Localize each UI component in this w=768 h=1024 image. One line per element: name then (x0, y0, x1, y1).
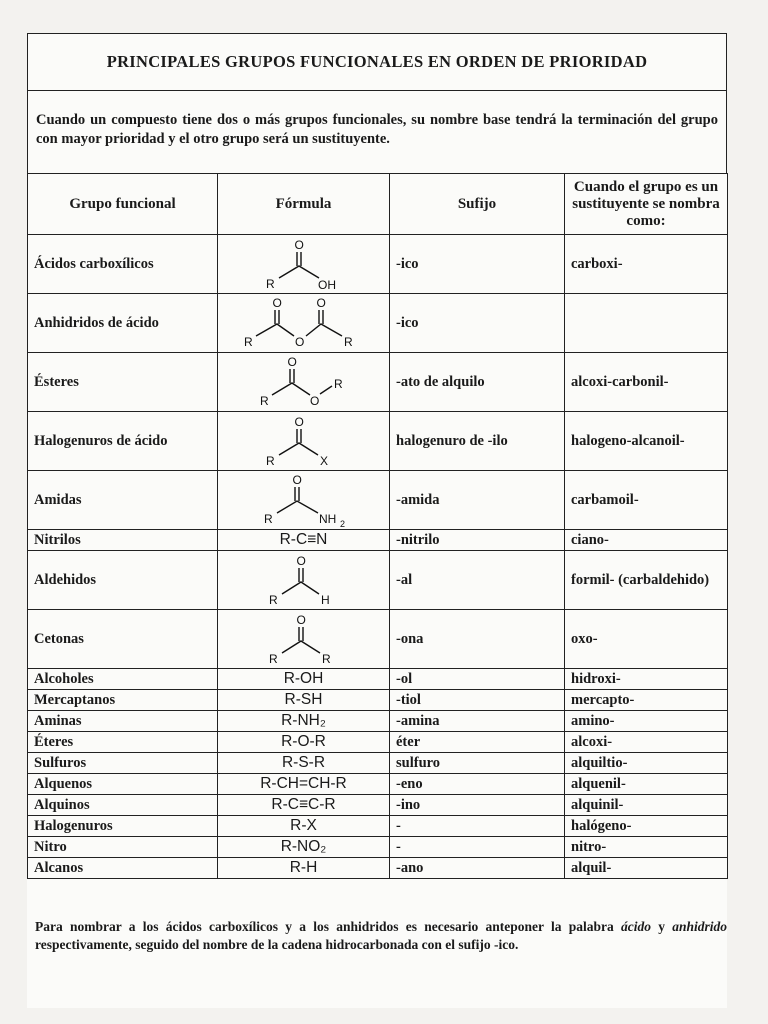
table-row (28, 858, 728, 879)
table-row (28, 353, 728, 412)
substituent-cell (565, 294, 728, 353)
svg-text:2: 2 (339, 519, 345, 529)
suffix-cell: -amida (390, 471, 565, 530)
suffix-cell: -eno (390, 774, 565, 795)
group-name: Halogenuros (28, 816, 218, 837)
formula-cell: R-NO₂ (218, 837, 390, 858)
formula-cell (218, 610, 390, 669)
svg-text:O: O (309, 394, 319, 408)
group-name: Alquinos (28, 795, 218, 816)
substituent-cell: alquinil- (565, 795, 728, 816)
svg-text:O: O (294, 415, 304, 429)
table-row (28, 669, 728, 690)
formula-cell: R-C≡C-R (218, 795, 390, 816)
group-name: Halogenuros de ácido (28, 412, 218, 471)
intro-paragraph: Cuando un compuesto tiene dos o más grupos funcionales, su nombre base tendrá la terminación del grupo con mayor prioridad y el otro grupo será un sustituyente. (27, 91, 727, 173)
table-body (28, 235, 728, 879)
suffix-cell: -al (390, 551, 565, 610)
substituent-cell: mercapto- (565, 690, 728, 711)
footer-note (35, 918, 727, 954)
svg-text:R: R (333, 377, 343, 391)
substituent-cell: formil- (carbaldehido) (565, 551, 728, 610)
substituent-cell: hidroxi- (565, 669, 728, 690)
svg-text:O: O (287, 355, 297, 369)
suffix-cell: - (390, 816, 565, 837)
structure-drawing (244, 471, 364, 529)
document-title: PRINCIPALES GRUPOS FUNCIONALES EN ORDEN DE PRIORIDAD (27, 33, 727, 91)
suffix-cell: sulfuro (390, 753, 565, 774)
table-row (28, 294, 728, 353)
svg-text:O: O (294, 238, 304, 252)
footer-text-y: y (658, 919, 665, 934)
table-row (28, 711, 728, 732)
footer-word-acido: ácido (620, 919, 651, 934)
formula-cell: R-O-R (218, 732, 390, 753)
substituent-cell: ciano- (565, 530, 728, 551)
suffix-cell: - (390, 837, 565, 858)
table-row (28, 837, 728, 858)
group-name: Amidas (28, 471, 218, 530)
substituent-cell: amino- (565, 711, 728, 732)
svg-text:O: O (294, 335, 304, 349)
suffix-cell: éter (390, 732, 565, 753)
footer-word-anhidrido: anhidrido (672, 919, 728, 934)
table-row (28, 235, 728, 294)
svg-text:H: H (320, 593, 330, 607)
svg-text:O: O (316, 296, 326, 310)
svg-text:R: R (243, 335, 253, 349)
table-row (28, 551, 728, 610)
formula-cell (218, 353, 390, 412)
structure-drawing (244, 552, 364, 608)
table-row (28, 412, 728, 471)
formula-cell: R-X (218, 816, 390, 837)
formula-cell (218, 412, 390, 471)
svg-text:X: X (319, 454, 328, 468)
group-name: Alquenos (28, 774, 218, 795)
suffix-cell: -ato de alquilo (390, 353, 565, 412)
svg-text:O: O (292, 473, 302, 487)
formula-cell: R-OH (218, 669, 390, 690)
svg-text:R: R (268, 652, 278, 666)
substituent-cell: carbamoil- (565, 471, 728, 530)
suffix-cell: -tiol (390, 690, 565, 711)
formula-cell: R-NH₂ (218, 711, 390, 732)
substituent-cell: carboxi- (565, 235, 728, 294)
substituent-cell: alcoxi- (565, 732, 728, 753)
table-header-row (28, 174, 728, 235)
header-substituent: Cuando el grupo es un sustituyente se nombra como: (565, 174, 728, 235)
svg-text:R: R (265, 277, 275, 291)
suffix-cell: -ico (390, 235, 565, 294)
substituent-cell: halógeno- (565, 816, 728, 837)
substituent-cell: nitro- (565, 837, 728, 858)
document-sheet (27, 33, 727, 1008)
structure-drawing (234, 294, 374, 352)
svg-text:OH: OH (317, 278, 336, 292)
svg-text:R: R (263, 512, 273, 526)
group-name: Sulfuros (28, 753, 218, 774)
table-row (28, 530, 728, 551)
table-row (28, 753, 728, 774)
svg-text:R: R (321, 652, 331, 666)
table-row (28, 795, 728, 816)
suffix-cell: -ino (390, 795, 565, 816)
header-group: Grupo funcional (28, 174, 218, 235)
group-name: Aminas (28, 711, 218, 732)
structure-drawing (244, 353, 364, 411)
formula-cell: R-CH=CH-R (218, 774, 390, 795)
functional-groups-table (27, 173, 728, 879)
substituent-cell: alquil- (565, 858, 728, 879)
header-formula: Fórmula (218, 174, 390, 235)
suffix-cell: -ona (390, 610, 565, 669)
footer-text-before: Para nombrar a los ácidos carboxílicos y a los anhidridos es necesario anteponer la palabra (35, 919, 614, 934)
formula-cell (218, 471, 390, 530)
svg-text:O: O (272, 296, 282, 310)
table-row (28, 732, 728, 753)
table-row (28, 471, 728, 530)
svg-text:R: R (259, 394, 269, 408)
svg-text:R: R (343, 335, 353, 349)
group-name: Ésteres (28, 353, 218, 412)
formula-cell: R-C≡N (218, 530, 390, 551)
group-name: Cetonas (28, 610, 218, 669)
suffix-cell: -amina (390, 711, 565, 732)
group-name: Nitrilos (28, 530, 218, 551)
svg-text:O: O (296, 613, 306, 627)
header-suffix: Sufijo (390, 174, 565, 235)
svg-text:R: R (268, 593, 278, 607)
group-name: Alcoholes (28, 669, 218, 690)
formula-cell: R-SH (218, 690, 390, 711)
substituent-cell: alquenil- (565, 774, 728, 795)
substituent-cell: alcoxi-carbonil- (565, 353, 728, 412)
table-row (28, 816, 728, 837)
suffix-cell: -ico (390, 294, 565, 353)
table-row (28, 690, 728, 711)
svg-text:O: O (296, 554, 306, 568)
group-name: Aldehidos (28, 551, 218, 610)
formula-cell: R-H (218, 858, 390, 879)
svg-text:R: R (265, 454, 275, 468)
table-row (28, 610, 728, 669)
substituent-cell: alquiltio- (565, 753, 728, 774)
substituent-cell: oxo- (565, 610, 728, 669)
table-row (28, 774, 728, 795)
group-name: Éteres (28, 732, 218, 753)
group-name: Ácidos carboxílicos (28, 235, 218, 294)
formula-cell (218, 235, 390, 294)
footer-text-after: respectivamente, seguido del nombre de la cadena hidrocarbonada con el sufijo -ico. (35, 937, 519, 952)
structure-drawing (244, 236, 364, 292)
suffix-cell: halogenuro de -ilo (390, 412, 565, 471)
substituent-cell: halogeno-alcanoil- (565, 412, 728, 471)
suffix-cell: -ano (390, 858, 565, 879)
formula-cell (218, 294, 390, 353)
formula-cell: R-S-R (218, 753, 390, 774)
structure-drawing (244, 611, 364, 667)
formula-cell (218, 551, 390, 610)
group-name: Mercaptanos (28, 690, 218, 711)
suffix-cell: -ol (390, 669, 565, 690)
suffix-cell: -nitrilo (390, 530, 565, 551)
group-name: Anhidridos de ácido (28, 294, 218, 353)
structure-drawing (244, 413, 364, 469)
svg-text:NH: NH (318, 512, 336, 526)
group-name: Alcanos (28, 858, 218, 879)
group-name: Nitro (28, 837, 218, 858)
